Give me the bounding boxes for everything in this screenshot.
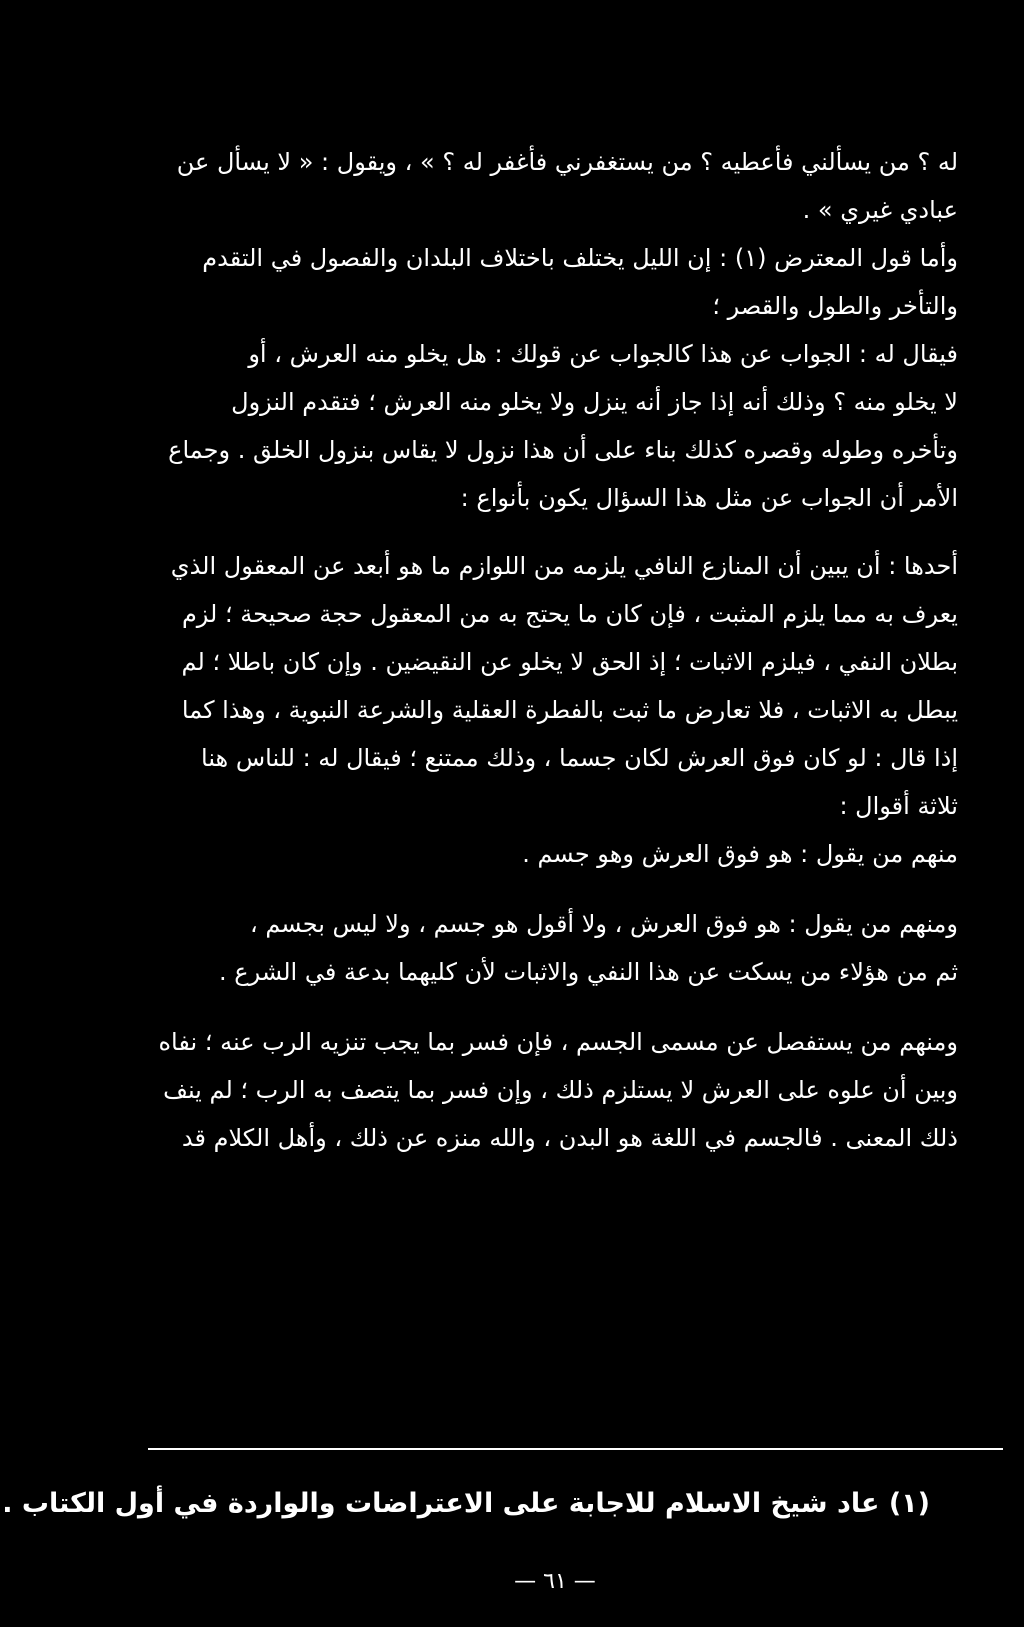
paragraph [140,330,958,522]
text-line: أحدها : أن يبين أن المنازع النافي يلزمه من اللوازم ما هو أبعد عن المعقول الذي [170,552,958,580]
text-line: ذلك المعنى . فالجسم في اللغة هو البدن ، والله منزه عن ذلك ، وأهل الكلام قد [181,1124,958,1152]
paragraph [140,234,958,330]
paragraph [140,900,958,996]
text-line: وبين أن علوه على العرش لا يستلزم ذلك ، وإن فسر بما يتصف به الرب ؛ لم ينف [163,1076,958,1104]
footnote: (١) عاد شيخ الاسلام للاجابة على الاعتراضات والواردة في أول الكتاب . [2,1488,930,1519]
text-line: يعرف به مما يلزم المثبت ، فإن كان ما يحتج به من المعقول حجة صحيحة ؛ لزم [181,600,958,628]
text-line: لا يخلو منه ؟ وذلك أنه إذا جاز أنه ينزل ولا يخلو منه العرش ؛ فتقدم النزول [231,388,958,416]
text-line: إذا قال : لو كان فوق العرش لكان جسما ، وذلك ممتنع ؛ فيقال له : للناس هنا [201,744,958,772]
paragraph [140,542,958,830]
text-line: وأما قول المعترض (١) : إن الليل يختلف باختلاف البلدان والفصول في التقدم [202,244,958,272]
text-line: والتأخر والطول والقصر ؛ [712,292,958,320]
text-line: وتأخره وطوله وقصره كذلك بناء على أن هذا نزول لا يقاس بنزول الخلق . وجماع [168,436,958,464]
page-number: — ٦١ — [514,1569,596,1594]
footnote-divider [148,1448,1003,1450]
text-line: له ؟ من يسألني فأعطيه ؟ من يستغفرني فأغفر له ؟ » ، ويقول : « لا يسأل عن [176,148,958,176]
paragraph [140,138,958,234]
text-line: ومنهم من يقول : هو فوق العرش ، ولا أقول هو جسم ، ولا ليس بجسم ، [249,910,958,938]
text-line: ثلاثة أقوال : [839,792,958,820]
paragraph [140,1018,958,1162]
text-line: الأمر أن الجواب عن مثل هذا السؤال يكون بأنواع : [460,484,958,512]
text-line: ومنهم من يستفصل عن مسمى الجسم ، فإن فسر بما يجب تنزيه الرب عنه ؛ نفاه [158,1028,958,1056]
text-line: فيقال له : الجواب عن هذا كالجواب عن قولك : هل يخلو منه العرش ، أو [248,340,958,368]
paragraph [140,830,958,878]
text-line: منهم من يقول : هو فوق العرش وهو جسم . [522,840,958,868]
text-line: ثم من هؤلاء من يسكت عن هذا النفي والاثبات لأن كليهما بدعة في الشرع . [219,958,958,986]
text-line: بطلان النفي ، فيلزم الاثبات ؛ إذ الحق لا يخلو عن النقيضين . وإن كان باطلا ؛ لم [181,648,958,676]
text-line: عبادي غيري » . [802,196,958,224]
main-text [140,138,958,1162]
text-line: يبطل به الاثبات ، فلا تعارض ما ثبت بالفطرة العقلية والشرعة النبوية ، وهذا كما [181,696,958,724]
